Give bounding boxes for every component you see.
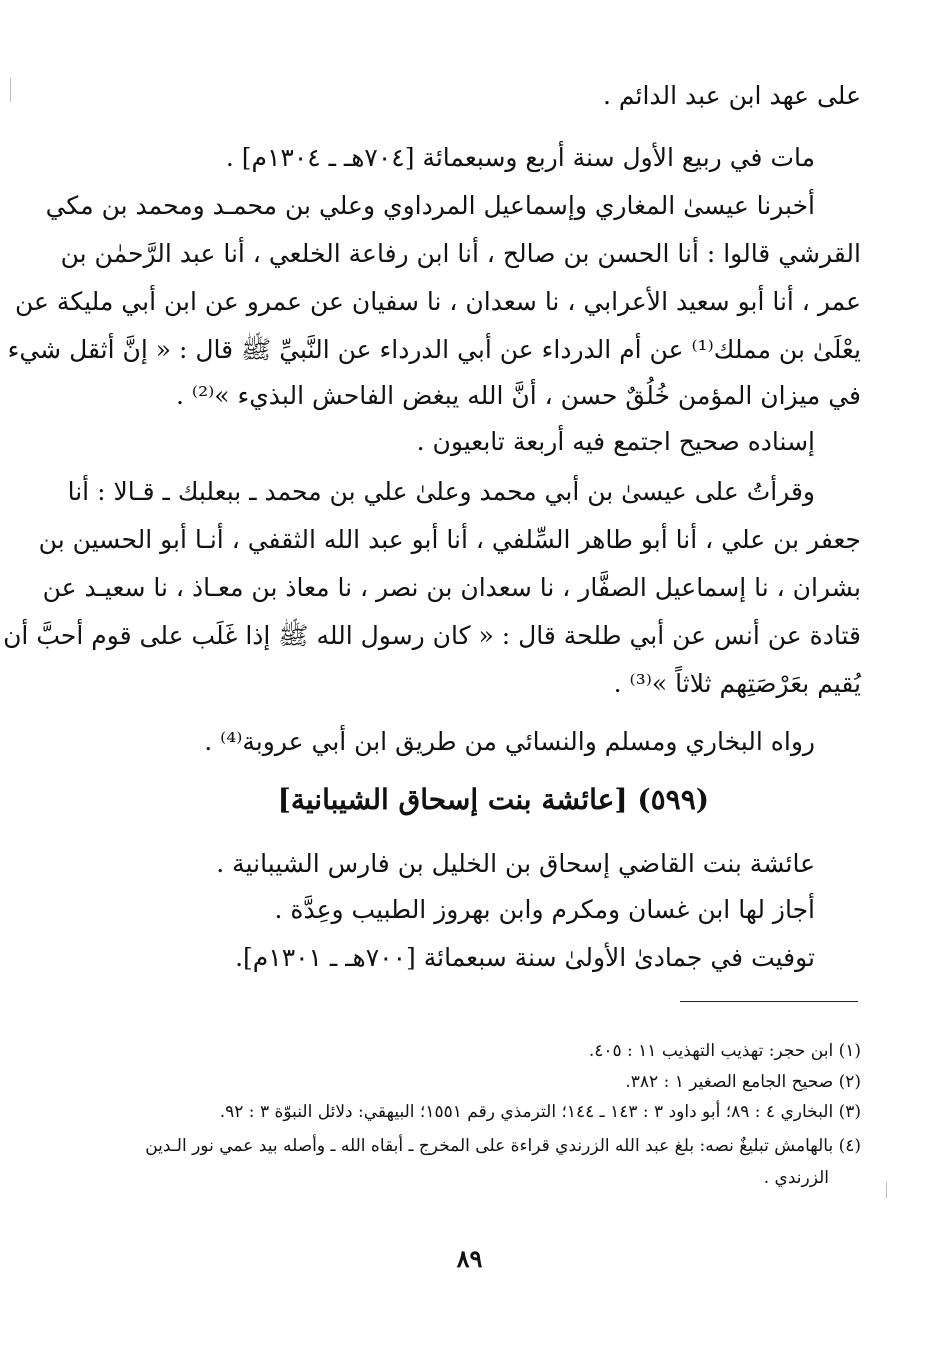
text-line: مات في ربيع الأول سنة أربع وسبعمائة [٧٠٤هـ ـ ١٣٠٤م] . xyxy=(225,143,815,172)
scan-edge-mark xyxy=(10,78,11,102)
text-line: وقرأتُ على عيسىٰ بن أبي محمد وعلىٰ علي بن محمد ـ ببعلبك ـ قـالا : أنا xyxy=(67,477,815,506)
footnote: (٤) بالهامش تبليغٌ نصه: بلغ عبد الله الزرندي قراءة على المخرج ـ أبقاه الله ـ وأصله بيد عمي نور الـدين xyxy=(145,1136,861,1156)
text-line: بشران ، نا إسماعيل الصفَّار ، نا سعدان بن نصر ، نا معاذ بن معـاذ ، نا سعيـد عن xyxy=(42,573,861,602)
text-line: القرشي قالوا : أنا الحسن بن صالح ، أنا ابن رفاعة الخلعي ، أنا عبد الرَّحمٰن بن xyxy=(60,239,861,268)
text-line: عائشة بنت القاضي إسحاق بن الخليل بن فارس الشيبانية . xyxy=(216,849,815,878)
text-line: على عهد ابن عبد الدائم . xyxy=(602,81,861,110)
footnote: (١) ابن حجر: تهذيب التهذيب ١١ : ٤٠٥. xyxy=(588,1041,861,1061)
footnote: الزرندي . xyxy=(763,1168,829,1188)
text-line: قتادة عن أنس عن أبي طلحة قال : « كان رسول الله ﷺ إذا غَلَب على قوم أحبَّ أن xyxy=(3,621,861,650)
footnote-separator xyxy=(680,1001,858,1002)
page-number: ٨٩ xyxy=(456,1244,483,1273)
text-line: يُقيم بعَرْصَتِهم ثلاثاً »⁽³⁾ . xyxy=(613,669,861,698)
text-line: يعْلَىٰ بن مملك⁽¹⁾ عن أم الدرداء عن أبي الدرداء عن النَّبيِّ ﷺ قال : « إنَّ أثقل شيء xyxy=(7,335,861,364)
text-line: في ميزان المؤمن خُلُقٌ حسن ، أنَّ الله يبغض الفاحش البذيء »⁽²⁾ . xyxy=(176,381,861,410)
text-line: توفيت في جمادىٰ الأولىٰ سنة سبعمائة [٧٠٠هـ ـ ١٣٠١م]. xyxy=(235,943,815,972)
text-line: أجاز لها ابن غسان ومكرم وابن بهروز الطبيب وعِدَّة . xyxy=(274,895,815,924)
text-line: جعفر بن علي ، أنا أبو طاهر السِّلفي ، أنا أبو عبد الله الثقفي ، أنـا أبو الحسين بن xyxy=(38,525,861,554)
footnote: (٢) صحيح الجامع الصغير ١ : ٣٨٢. xyxy=(625,1072,861,1092)
text-line: رواه البخاري ومسلم والنسائي من طريق ابن أبي عروبة⁽⁴⁾ . xyxy=(204,727,815,756)
text-line: أخبرنا عيسىٰ المغاري وإسماعيل المرداوي وعلي بن محمـد ومحمد بن مكي xyxy=(45,191,815,220)
section-heading: (٥٩٩) [عائشة بنت إسحاق الشيبانية] xyxy=(277,783,709,816)
text-line: إسناده صحيح اجتمع فيه أربعة تابعيون . xyxy=(416,427,815,456)
footnote: (٣) البخاري ٤ : ٨٩؛ أبو داود ٣ : ١٤٣ ـ ١٤٤؛ الترمذي رقم ١٥٥١؛ البيهقي: دلائل النبوّة ٣ : ٩٢. xyxy=(219,1102,861,1122)
scan-edge-mark xyxy=(886,1182,887,1198)
text-line: عمر ، أنا أبو سعيد الأعرابي ، نا سعدان ، نا سفيان عن عمرو عن ابن أبي مليكة عن xyxy=(15,287,861,316)
